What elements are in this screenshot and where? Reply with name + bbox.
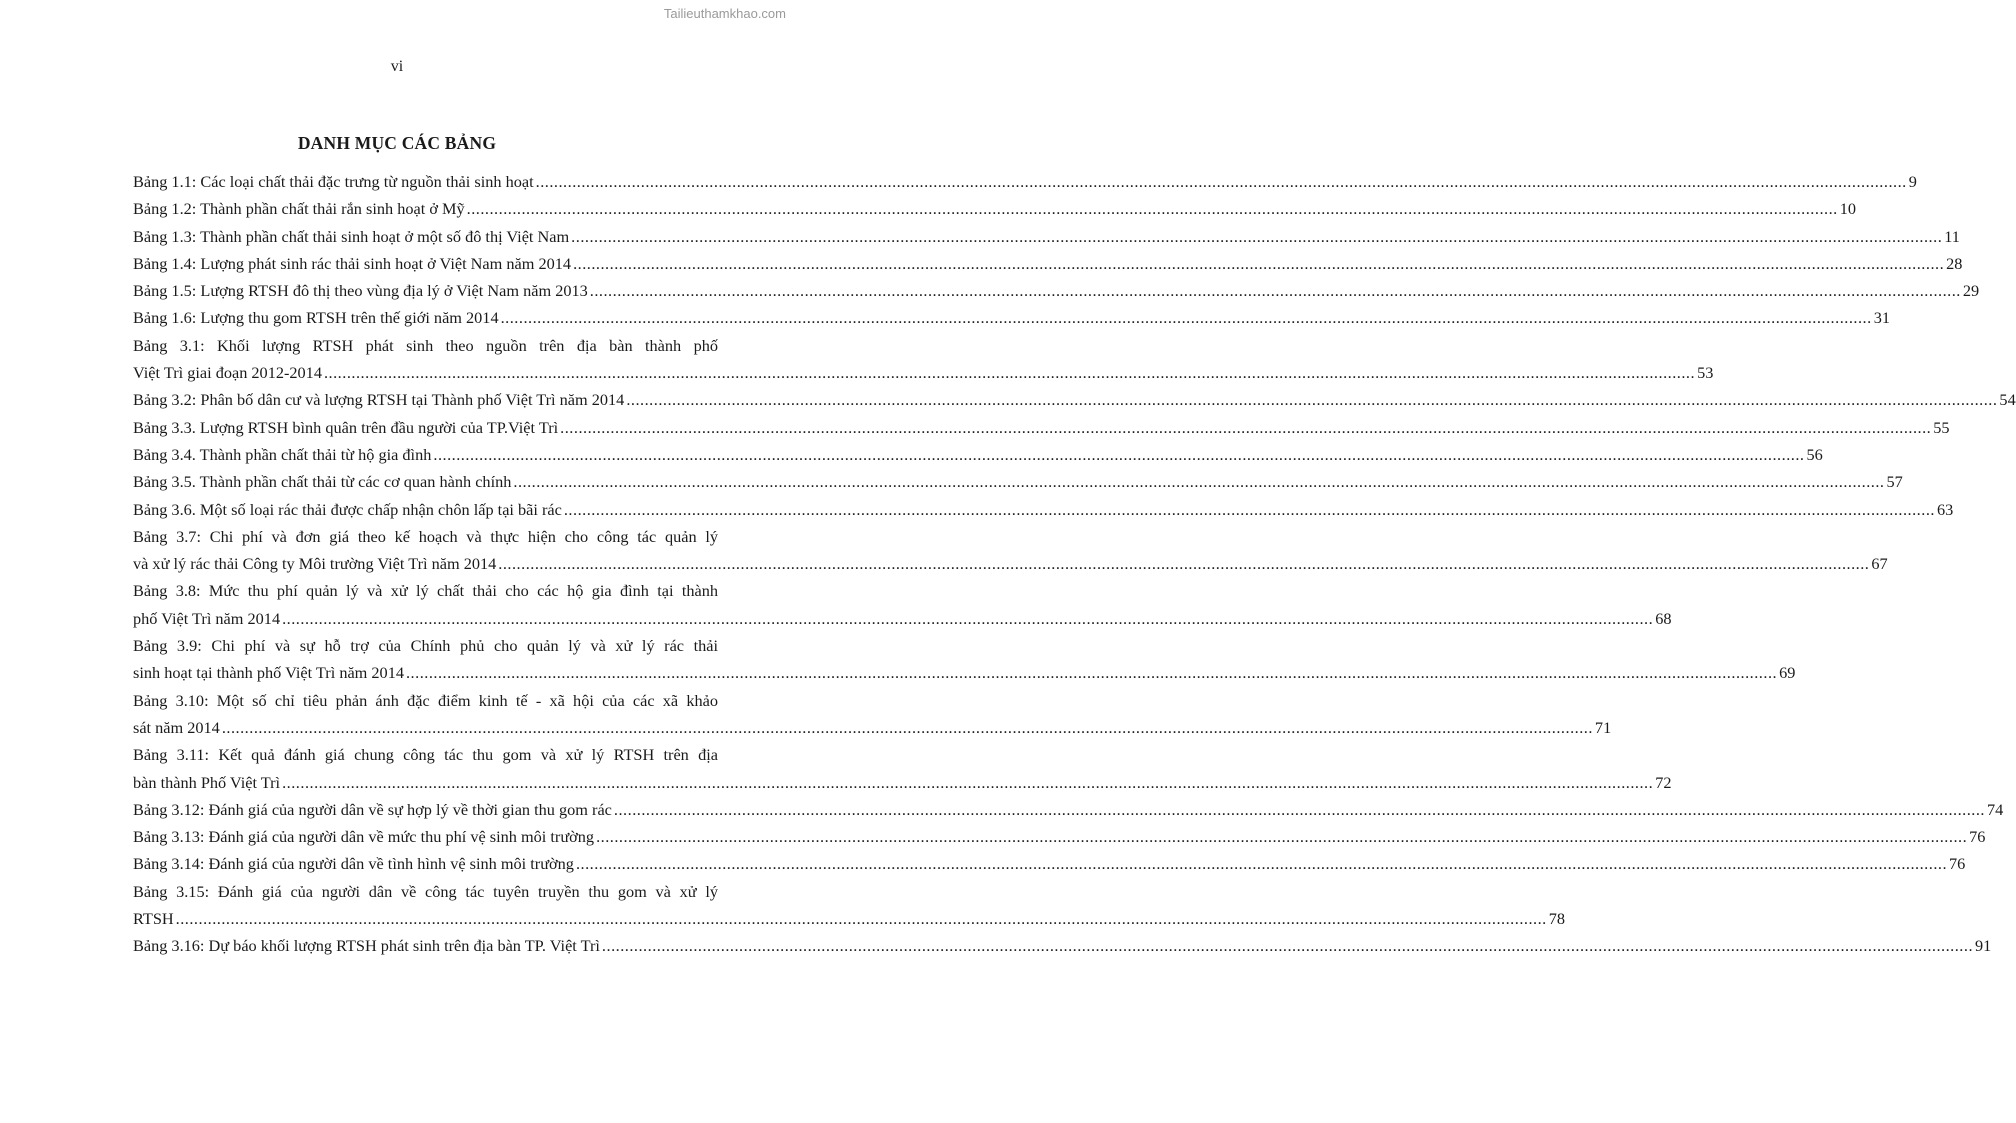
toc-entry[interactable] xyxy=(133,878,1566,933)
toc-page-number: 10 xyxy=(1839,199,1856,219)
toc-entry[interactable] xyxy=(133,250,1963,277)
toc-entry-title: Bảng 3.12: Đánh giá của người dân về sự hợp lý về thời gian thu gom rác xyxy=(133,799,612,819)
toc-entry[interactable] xyxy=(133,687,1612,742)
toc-page-number: 28 xyxy=(1946,253,1963,273)
toc-entry-title: Bảng 3.8: Mức thu phí quản lý và xử lý chất thải cho các hộ gia đình tại thành xyxy=(133,581,718,601)
toc-entry[interactable] xyxy=(133,168,1917,195)
dot-leader: ............................................................................................................................................................................................................................................................................................................ xyxy=(560,417,1932,437)
toc-entry[interactable] xyxy=(133,496,1954,523)
toc-page-number: 91 xyxy=(1975,936,1992,956)
toc-page-number: 11 xyxy=(1944,226,1960,246)
toc-entry-title-continued: phố Việt Trì năm 2014 xyxy=(133,608,281,628)
toc-entry-title: Bảng 3.5. Thành phần chất thải từ các cơ quan hành chính xyxy=(133,472,512,492)
toc-entry-title: Bảng 3.16: Dự báo khối lượng RTSH phát sinh trên địa bàn TP. Việt Trì xyxy=(133,936,600,956)
watermark: Tailieuthamkhao.com xyxy=(663,6,786,21)
dot-leader: ............................................................................................................................................................................................................................................................................................................ xyxy=(498,554,1870,574)
toc-page-number: 76 xyxy=(1969,827,1986,847)
toc-entry[interactable] xyxy=(133,332,1714,387)
toc-entry[interactable] xyxy=(133,741,1672,796)
toc-page-number: 31 xyxy=(1873,308,1890,328)
dot-leader: ............................................................................................................................................................................................................................................................................................................ xyxy=(571,226,1943,246)
dot-leader: ............................................................................................................................................................................................................................................................................................................ xyxy=(500,308,1872,328)
toc-entry[interactable] xyxy=(133,223,1960,250)
toc-page-number: 67 xyxy=(1871,554,1888,574)
toc-page-number: 53 xyxy=(1697,363,1714,383)
toc-page-number: 74 xyxy=(1987,799,2004,819)
toc-entry-title: Bảng 3.3. Lượng RTSH bình quân trên đầu người của TP.Việt Trì xyxy=(133,417,559,437)
toc-entry-title: Bảng 3.7: Chi phí và đơn giá theo kế hoạch và thực hiện cho công tác quản lý xyxy=(133,526,718,546)
toc-entry[interactable] xyxy=(133,414,1950,441)
toc-entry-title: Bảng 3.13: Đánh giá của người dân về mức thu phí vệ sinh môi trường xyxy=(133,827,595,847)
dot-leader: ............................................................................................................................................................................................................................................................................................................ xyxy=(221,717,1593,737)
toc-page-number: 63 xyxy=(1936,499,1954,519)
toc-entry-title: Bảng 1.1: Các loại chất thải đặc trưng từ nguồn thải sinh hoạt xyxy=(133,172,534,191)
toc-page-number: 72 xyxy=(1655,772,1672,792)
toc-page-number: 76 xyxy=(1949,854,1966,874)
toc-entry-title: Bảng 3.14: Đánh giá của người dân về tình hình vệ sinh môi trường xyxy=(133,854,574,874)
dot-leader: ............................................................................................................................................................................................................................................................................................................ xyxy=(405,663,1778,683)
dot-leader: ............................................................................................................................................................................................................................................................................................................ xyxy=(589,281,1961,301)
toc-entry-title: Bảng 1.5: Lượng RTSH đô thị theo vùng địa lý ở Việt Nam năm 2013 xyxy=(133,281,588,301)
toc-entry-title: Bảng 1.2: Thành phần chất thải rắn sinh hoạt ở Mỹ xyxy=(133,199,465,219)
toc-page-number: 68 xyxy=(1655,608,1672,628)
toc-entry-title: Bảng 1.3: Thành phần chất thải sinh hoạt ở một số đô thị Việt Nam xyxy=(133,226,570,246)
toc-entry[interactable] xyxy=(133,277,1980,304)
toc-entry-title-continued: RTSH xyxy=(133,909,174,929)
page-number: vi xyxy=(390,58,404,75)
toc-entry[interactable] xyxy=(133,304,1890,331)
toc-entry-title-continued: Việt Trì giai đoạn 2012-2014 xyxy=(133,363,322,383)
toc-entry-title: Bảng 1.6: Lượng thu gom RTSH trên thế giới năm 2014 xyxy=(133,308,499,328)
toc-entry-title: Bảng 3.4. Thành phần chất thải từ hộ gia đình xyxy=(133,444,432,464)
toc-entry-title: Bảng 3.15: Đánh giá của người dân về công tác tuyên truyền thu gom và xử lý xyxy=(133,881,718,901)
table-list xyxy=(133,168,2016,960)
toc-entry-title: Bảng 3.9: Chi phí và sự hỗ trợ của Chính phủ cho quản lý và xử lý rác thải xyxy=(133,636,718,656)
toc-entry[interactable] xyxy=(133,932,1992,959)
toc-page-number: 54 xyxy=(1999,390,2016,410)
dot-leader: ............................................................................................................................................................................................................................................................................................................ xyxy=(596,827,1968,847)
dot-leader: ............................................................................................................................................................................................................................................................................................................ xyxy=(601,936,1974,956)
toc-entry[interactable] xyxy=(133,577,1672,632)
toc-entry[interactable] xyxy=(133,850,1966,877)
toc-page-number: 9 xyxy=(1908,172,1917,191)
toc-entry[interactable] xyxy=(133,523,1888,578)
toc-entry[interactable] xyxy=(133,823,1986,850)
dot-leader: ............................................................................................................................................................................................................................................................................................................ xyxy=(282,772,1654,792)
dot-leader: ............................................................................................................................................................................................................................................................................................................ xyxy=(282,608,1654,628)
dot-leader: ............................................................................................................................................................................................................................................................................................................ xyxy=(563,499,1935,519)
dot-leader: ............................................................................................................................................................................................................................................................................................................ xyxy=(513,472,1885,492)
page-title: DANH MỤC CÁC BẢNG xyxy=(297,133,497,153)
toc-page-number: 55 xyxy=(1933,417,1950,437)
toc-entry-title-continued: và xử lý rác thải Công ty Môi trường Việt Trì năm 2014 xyxy=(133,554,497,574)
toc-page-number: 29 xyxy=(1962,281,1980,301)
toc-entry[interactable] xyxy=(133,632,1796,687)
toc-entry[interactable] xyxy=(133,441,1823,468)
dot-leader: ............................................................................................................................................................................................................................................................................................................ xyxy=(575,854,1948,874)
toc-entry-title: Bảng 3.1: Khối lượng RTSH phát sinh theo nguồn trên địa bàn thành phố xyxy=(133,335,718,355)
toc-entry-title-continued: bàn thành Phố Việt Trì xyxy=(133,772,281,792)
toc-page-number: 78 xyxy=(1548,909,1566,929)
toc-entry-title: Bảng 3.6. Một số loại rác thải được chấp nhận chôn lấp tại bãi rác xyxy=(133,499,562,519)
dot-leader: ............................................................................................................................................................................................................................................................................................................ xyxy=(323,363,1696,383)
dot-leader: ............................................................................................................................................................................................................................................................................................................ xyxy=(466,199,1838,219)
dot-leader: ............................................................................................................................................................................................................................................................................................................ xyxy=(573,253,1945,273)
toc-page-number: 69 xyxy=(1779,663,1796,683)
dot-leader: ............................................................................................................................................................................................................................................................................................................ xyxy=(613,799,1985,819)
toc-entry-title: Bảng 3.11: Kết quả đánh giá chung công tác thu gom và xử lý RTSH trên địa xyxy=(133,745,718,765)
toc-entry[interactable] xyxy=(133,796,2004,823)
toc-entry[interactable] xyxy=(133,468,1903,495)
toc-entry-title-continued: sát năm 2014 xyxy=(133,717,220,737)
toc-page-number: 57 xyxy=(1886,472,1903,492)
dot-leader: ............................................................................................................................................................................................................................................................................................................ xyxy=(626,390,1998,410)
dot-leader: ............................................................................................................................................................................................................................................................................................................ xyxy=(535,172,1907,191)
dot-leader: ............................................................................................................................................................................................................................................................................................................ xyxy=(175,909,1547,929)
toc-entry[interactable] xyxy=(133,386,2016,413)
toc-entry[interactable] xyxy=(133,195,1856,222)
toc-page-number: 71 xyxy=(1594,717,1612,737)
dot-leader: ............................................................................................................................................................................................................................................................................................................ xyxy=(433,444,1805,464)
toc-entry-title: Bảng 3.2: Phân bố dân cư và lượng RTSH tại Thành phố Việt Trì năm 2014 xyxy=(133,390,625,410)
toc-page-number: 56 xyxy=(1806,444,1823,464)
toc-entry-title-continued: sinh hoạt tại thành phố Việt Trì năm 2014 xyxy=(133,663,404,683)
toc-entry-title: Bảng 3.10: Một số chỉ tiêu phản ánh đặc điểm kinh tế - xã hội của các xã khảo xyxy=(133,690,718,710)
toc-entry-title: Bảng 1.4: Lượng phát sinh rác thải sinh hoạt ở Việt Nam năm 2014 xyxy=(133,253,572,273)
